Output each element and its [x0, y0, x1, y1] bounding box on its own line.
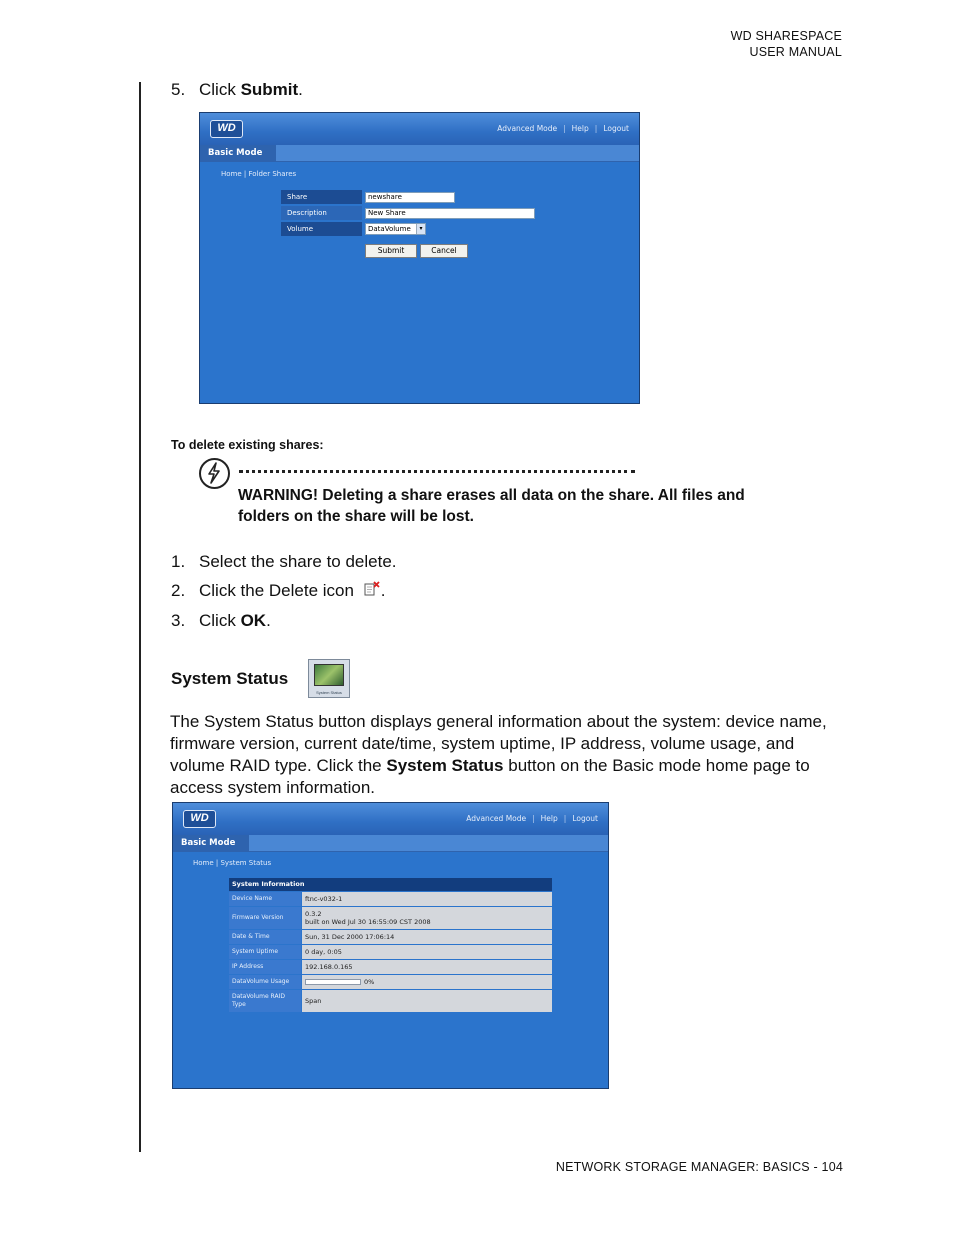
row-value: 0% — [301, 975, 552, 989]
row-key: IP Address — [229, 960, 301, 974]
system-information-table — [229, 878, 552, 1012]
step-5: 5. Click Submit. — [171, 80, 303, 99]
monitor-icon — [314, 664, 344, 686]
row-key: Device Name — [229, 892, 301, 906]
mode-bar — [173, 835, 608, 852]
table-row — [229, 906, 552, 929]
basic-mode-tab[interactable]: Basic Mode — [173, 835, 249, 852]
step-3: 3. Click OK. — [171, 611, 271, 630]
system-status-heading: System Status — [171, 669, 289, 688]
submit-button[interactable]: Submit — [365, 244, 417, 258]
header-manual: USER MANUAL — [749, 45, 842, 59]
top-bar — [200, 113, 639, 145]
table-row — [229, 891, 552, 906]
row-key: Firmware Version — [229, 907, 301, 929]
row-value: 0.3.2 built on Wed Jul 30 16:55:09 CST 2008 — [301, 907, 552, 929]
system-status-description: The System Status button displays general information about the system: device name, firmware version, current date/time, system uptime, IP address, volume usage, and volume RAID type. Click the System Status button on the Basic mode home page to access system information. — [170, 712, 827, 797]
usage-progress-bar — [305, 979, 361, 985]
cancel-button[interactable]: Cancel — [420, 244, 468, 258]
warning-divider — [239, 470, 635, 473]
system-status-icon-caption: System Status — [316, 690, 342, 695]
wd-logo: WD — [183, 810, 216, 828]
table-row — [229, 974, 552, 989]
row-key: System Uptime — [229, 945, 301, 959]
top-links: Advanced Mode | Help | Logout — [497, 124, 629, 133]
delete-shares-heading: To delete existing shares: — [171, 438, 324, 452]
breadcrumb: Home | System Status — [193, 859, 272, 867]
page-footer: NETWORK STORAGE MANAGER: BASICS - 104 — [555, 1160, 843, 1174]
folder-shares-screenshot — [199, 112, 640, 404]
advanced-mode-link[interactable]: Advanced Mode — [466, 814, 527, 823]
chevron-down-icon[interactable]: ▾ — [416, 224, 425, 234]
table-title: System Information — [229, 878, 552, 891]
row-value: Sun, 31 Dec 2000 17:06:14 — [301, 930, 552, 944]
table-row — [229, 959, 552, 974]
row-value: Span — [301, 990, 552, 1012]
row-value: 192.168.0.165 — [301, 960, 552, 974]
table-row — [229, 989, 552, 1012]
volume-label: Volume — [281, 222, 362, 236]
row-key: DataVolume RAID Type — [229, 990, 301, 1012]
page-header — [731, 28, 842, 60]
share-label: Share — [281, 190, 362, 204]
description-input[interactable]: New Share — [365, 208, 535, 219]
logout-link[interactable]: Logout — [572, 814, 598, 823]
logout-link[interactable]: Logout — [603, 124, 629, 133]
top-bar — [173, 803, 608, 835]
share-input[interactable]: newshare — [365, 192, 455, 203]
row-value: ftnc-v032-1 — [301, 892, 552, 906]
description-label: Description — [281, 206, 362, 220]
wd-logo: WD — [210, 120, 243, 138]
table-row — [229, 944, 552, 959]
top-links: Advanced Mode | Help | Logout — [466, 814, 598, 823]
row-value: 0 day, 0:05 — [301, 945, 552, 959]
system-status-icon — [308, 659, 350, 698]
warning-text: WARNING! Deleting a share erases all data on the share. All files and folders on the share will be lost. — [238, 487, 745, 525]
warning-icon — [199, 458, 230, 489]
step-2: 2. Click the Delete icon . — [171, 581, 386, 600]
step-1: 1. Select the share to delete. — [171, 552, 397, 571]
help-link[interactable]: Help — [540, 814, 558, 823]
margin-rule — [139, 82, 141, 1152]
header-product: WD SHARESPACE — [730, 29, 842, 43]
volume-select[interactable] — [365, 223, 426, 235]
row-key: Date & Time — [229, 930, 301, 944]
table-row — [229, 929, 552, 944]
row-key: DataVolume Usage — [229, 975, 301, 989]
breadcrumb: Home | Folder Shares — [221, 170, 297, 178]
volume-select-value: DataVolume — [368, 225, 411, 233]
help-link[interactable]: Help — [571, 124, 589, 133]
basic-mode-tab[interactable]: Basic Mode — [200, 145, 276, 162]
system-status-screenshot — [172, 802, 609, 1089]
advanced-mode-link[interactable]: Advanced Mode — [497, 124, 558, 133]
delete-icon — [363, 581, 381, 597]
mode-bar — [200, 145, 639, 162]
